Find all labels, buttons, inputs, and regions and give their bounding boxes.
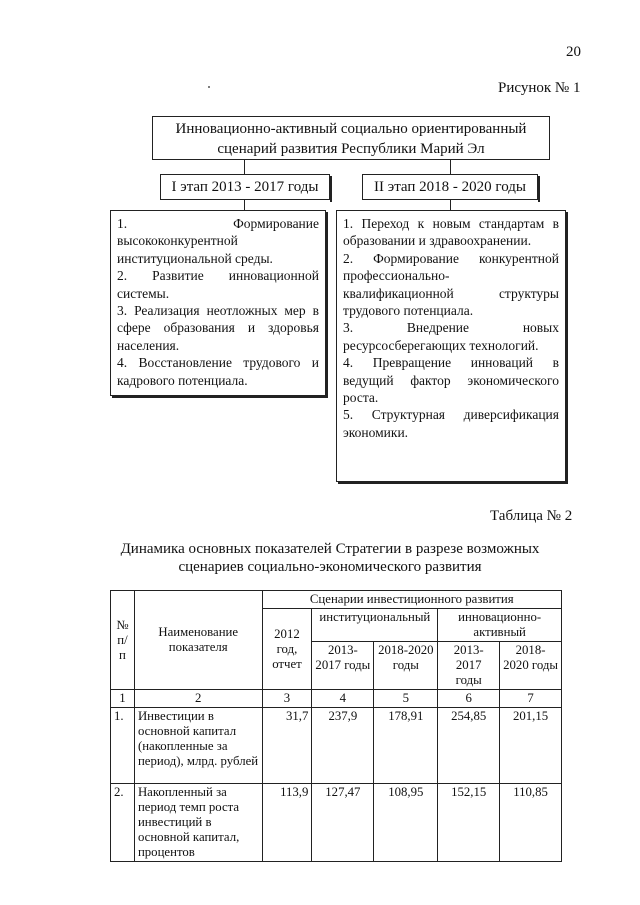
table-title-line2: сценариев социально-экономического развития [178,559,482,575]
table-row [111,708,562,784]
table-title-line1: Динамика основных показателей Стратегии в разрезе возможных [120,541,540,557]
stage1-box: I этап 2013 - 2017 годы [160,174,330,200]
scan-speck [208,86,210,88]
indicators-table [110,590,562,862]
stage1-task-4: 4. Восстановление трудового и кадрового потенциала. [117,355,319,388]
header-num: № п/п [111,591,135,690]
stage1-tasks-shadow-bottom [112,396,328,398]
column-numbers-row [111,690,562,708]
row-value: 201,15 [500,708,562,784]
stage2-tasks-box [336,210,566,482]
figure-label: Рисунок № 1 [498,80,581,96]
stage2-box-shadow [538,176,540,202]
table-row [111,784,562,862]
col-number: 7 [500,690,562,708]
stage1-task-2: 2. Развитие инновационной системы. [117,268,319,301]
row-name: Накопленный за период темп роста инвестиций в основной капитал, процентов [134,784,262,862]
row-name: Инвестиции в основной капитал (накопленные за период), млрд. рублей [134,708,262,784]
row-value: 237,9 [312,708,374,784]
col-number: 1 [111,690,135,708]
row-value: 152,15 [438,784,500,862]
row-num: 2. [111,784,135,862]
row-num: 1. [111,708,135,784]
col-number: 6 [438,690,500,708]
stage2-task-2: 2. Формирование конкурентной профессионально-квалификационной структуры трудового потенциала. [343,250,559,319]
stage2-task-4: 4. Превращение инноваций в ведущий фактор экономического роста. [343,355,559,406]
stage2-tasks-shadow-right [566,212,568,484]
row-value: 178,91 [374,708,438,784]
header-period-1: 2013-2017 годы [312,642,374,690]
header-period-3: 2013-2017 годы [438,642,500,690]
connector-title-stage2 [450,160,451,174]
row-value: 113,9 [262,784,312,862]
diagram-title-line1: Инновационно-активный социально ориентированный [175,121,527,137]
header-institutional: институциональный [312,609,438,642]
header-2012: 2012 год, отчет [262,609,312,690]
header-innovative: инновационно-активный [438,609,562,642]
page-number: 20 [566,44,581,60]
row-value: 108,95 [374,784,438,862]
header-period-2: 2018-2020 годы [374,642,438,690]
stage2-task-1: 1. Переход к новым стандартам в образовании и здравоохранении. [343,216,559,249]
col-number: 2 [134,690,262,708]
stage1-tasks-shadow-right [326,212,328,398]
row-value: 127,47 [312,784,374,862]
header-period-4: 2018-2020 годы [500,642,562,690]
header-scenarios: Сценарии инвестиционного развития [262,591,561,609]
stage2-box: II этап 2018 - 2020 годы [362,174,538,200]
table-label: Таблица № 2 [490,508,573,524]
row-value: 254,85 [438,708,500,784]
row-value: 31,7 [262,708,312,784]
col-number: 5 [374,690,438,708]
stage1-task-3: 3. Реализация неотложных мер в сфере образования и здоровья населения. [117,303,319,353]
stage1-task-1: 1. Формирование высококонкурентной институциональной среды. [117,216,319,266]
stage2-task-3: 3. Внедрение новых ресурсосберегающих технологий. [343,320,559,353]
stage1-box-shadow [330,176,332,202]
col-number: 3 [262,690,312,708]
diagram-title-box [152,116,550,160]
table-title [100,540,560,576]
diagram-title-line2: сценарий развития Республики Марий Эл [217,141,485,157]
row-value: 110,85 [500,784,562,862]
header-name: Наименование показателя [134,591,262,690]
col-number: 4 [312,690,374,708]
stage2-task-5: 5. Структурная диверсификация экономики. [343,407,559,440]
stage2-tasks-shadow-bottom [338,482,568,484]
connector-title-stage1 [244,160,245,174]
connector-stage1-list [244,200,245,210]
connector-stage2-list [450,200,451,210]
stage1-tasks-box [110,210,326,396]
